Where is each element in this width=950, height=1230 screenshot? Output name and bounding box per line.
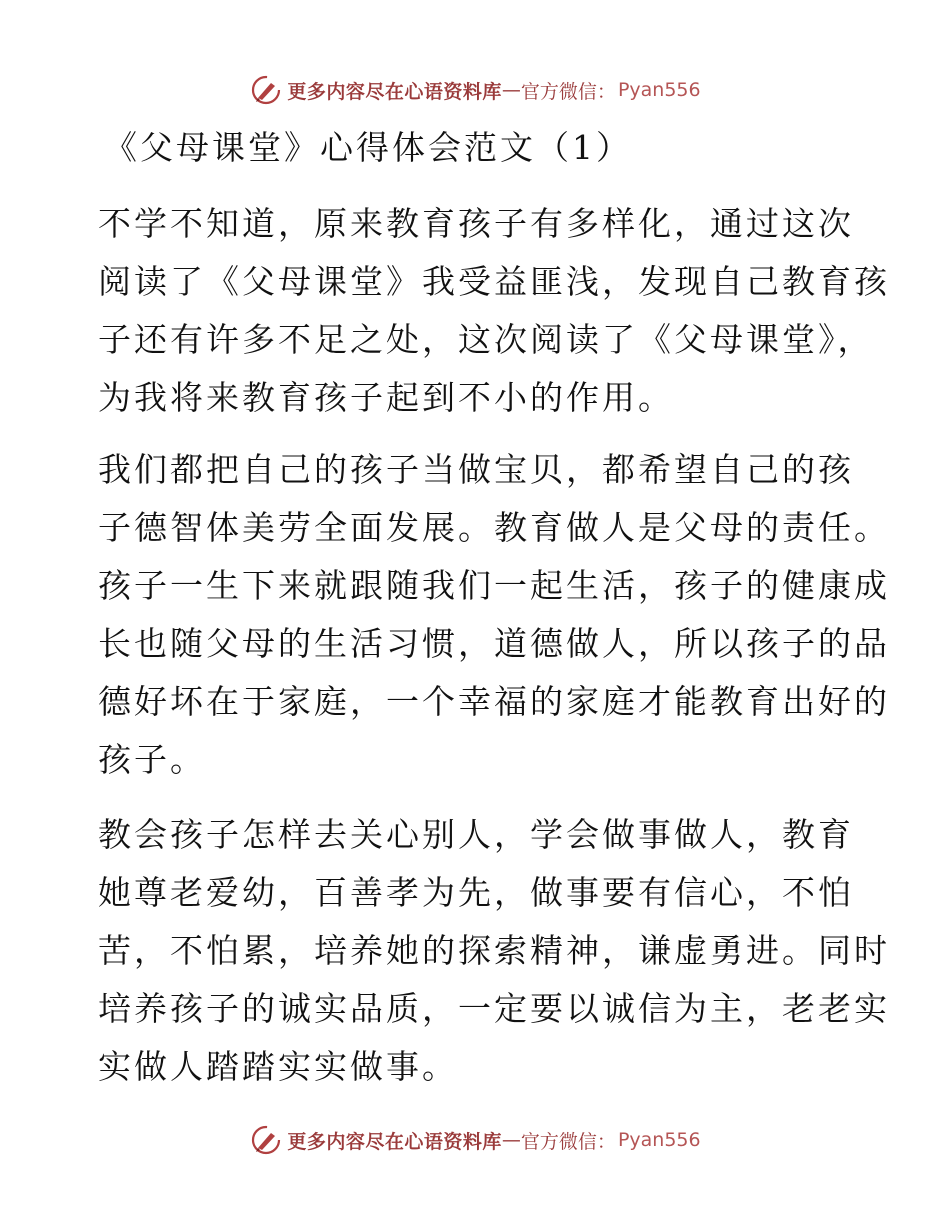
banner-dash: — — [501, 1129, 521, 1151]
paragraph-1 — [98, 195, 890, 427]
paragraph-line: 教会孩子怎样去关心别人，学会做事做人，教育 — [98, 815, 854, 854]
banner-main-text: 更多内容尽在心语资料库 — [287, 1130, 502, 1153]
paragraph-line: 阅读了《父母课堂》我受益匪浅，发现自己教育孩 — [98, 262, 890, 301]
banner-official-label: 官方微信： — [520, 80, 616, 103]
paragraph-line: 为我将来教育孩子起到不小的作用。 — [98, 378, 674, 417]
banner-official-label: 官方微信： — [520, 1130, 616, 1153]
footer-banner — [0, 1120, 950, 1160]
paragraph-line: 长也随父母的生活习惯，道德做人，所以孩子的品 — [98, 624, 890, 663]
header-banner — [0, 70, 950, 110]
banner-wechat-id: Pyan556 — [617, 1129, 701, 1151]
paragraph-line: 我们都把自己的孩子当做宝贝，都希望自己的孩 — [98, 450, 854, 489]
paragraph-line: 培养孩子的诚实品质，一定要以诚信为主，老老实 — [98, 989, 890, 1028]
paragraph-line: 子德智体美劳全面发展。教育做人是父母的责任。 — [98, 508, 890, 547]
paragraph-line: 不学不知道，原来教育孩子有多样化，通过这次 — [98, 204, 854, 243]
document-title: 《父母课堂》心得体会范文（1） — [104, 128, 632, 167]
paragraph-line: 她尊老爱幼，百善孝为先，做事要有信心，不怕 — [98, 873, 854, 912]
paragraph-line: 孩子一生下来就跟随我们一起生活，孩子的健康成 — [98, 566, 890, 605]
paragraph-3 — [98, 806, 890, 1096]
paragraph-2 — [98, 441, 890, 789]
pen-logo-icon — [249, 73, 283, 107]
paragraph-line: 苦，不怕累，培养她的探索精神，谦虚勇进。同时 — [98, 931, 890, 970]
paragraph-line: 孩子。 — [98, 740, 206, 779]
banner-dash: — — [501, 79, 521, 101]
banner-main-text: 更多内容尽在心语资料库 — [287, 80, 502, 103]
paragraph-line: 子还有许多不足之处，这次阅读了《父母课堂》， — [98, 320, 874, 359]
paragraph-line: 德好坏在于家庭，一个幸福的家庭才能教育出好的 — [98, 682, 890, 721]
paragraph-line: 实做人踏踏实实做事。 — [98, 1047, 458, 1086]
banner-wechat-id: Pyan556 — [617, 79, 701, 101]
pen-logo-icon — [249, 1123, 283, 1157]
